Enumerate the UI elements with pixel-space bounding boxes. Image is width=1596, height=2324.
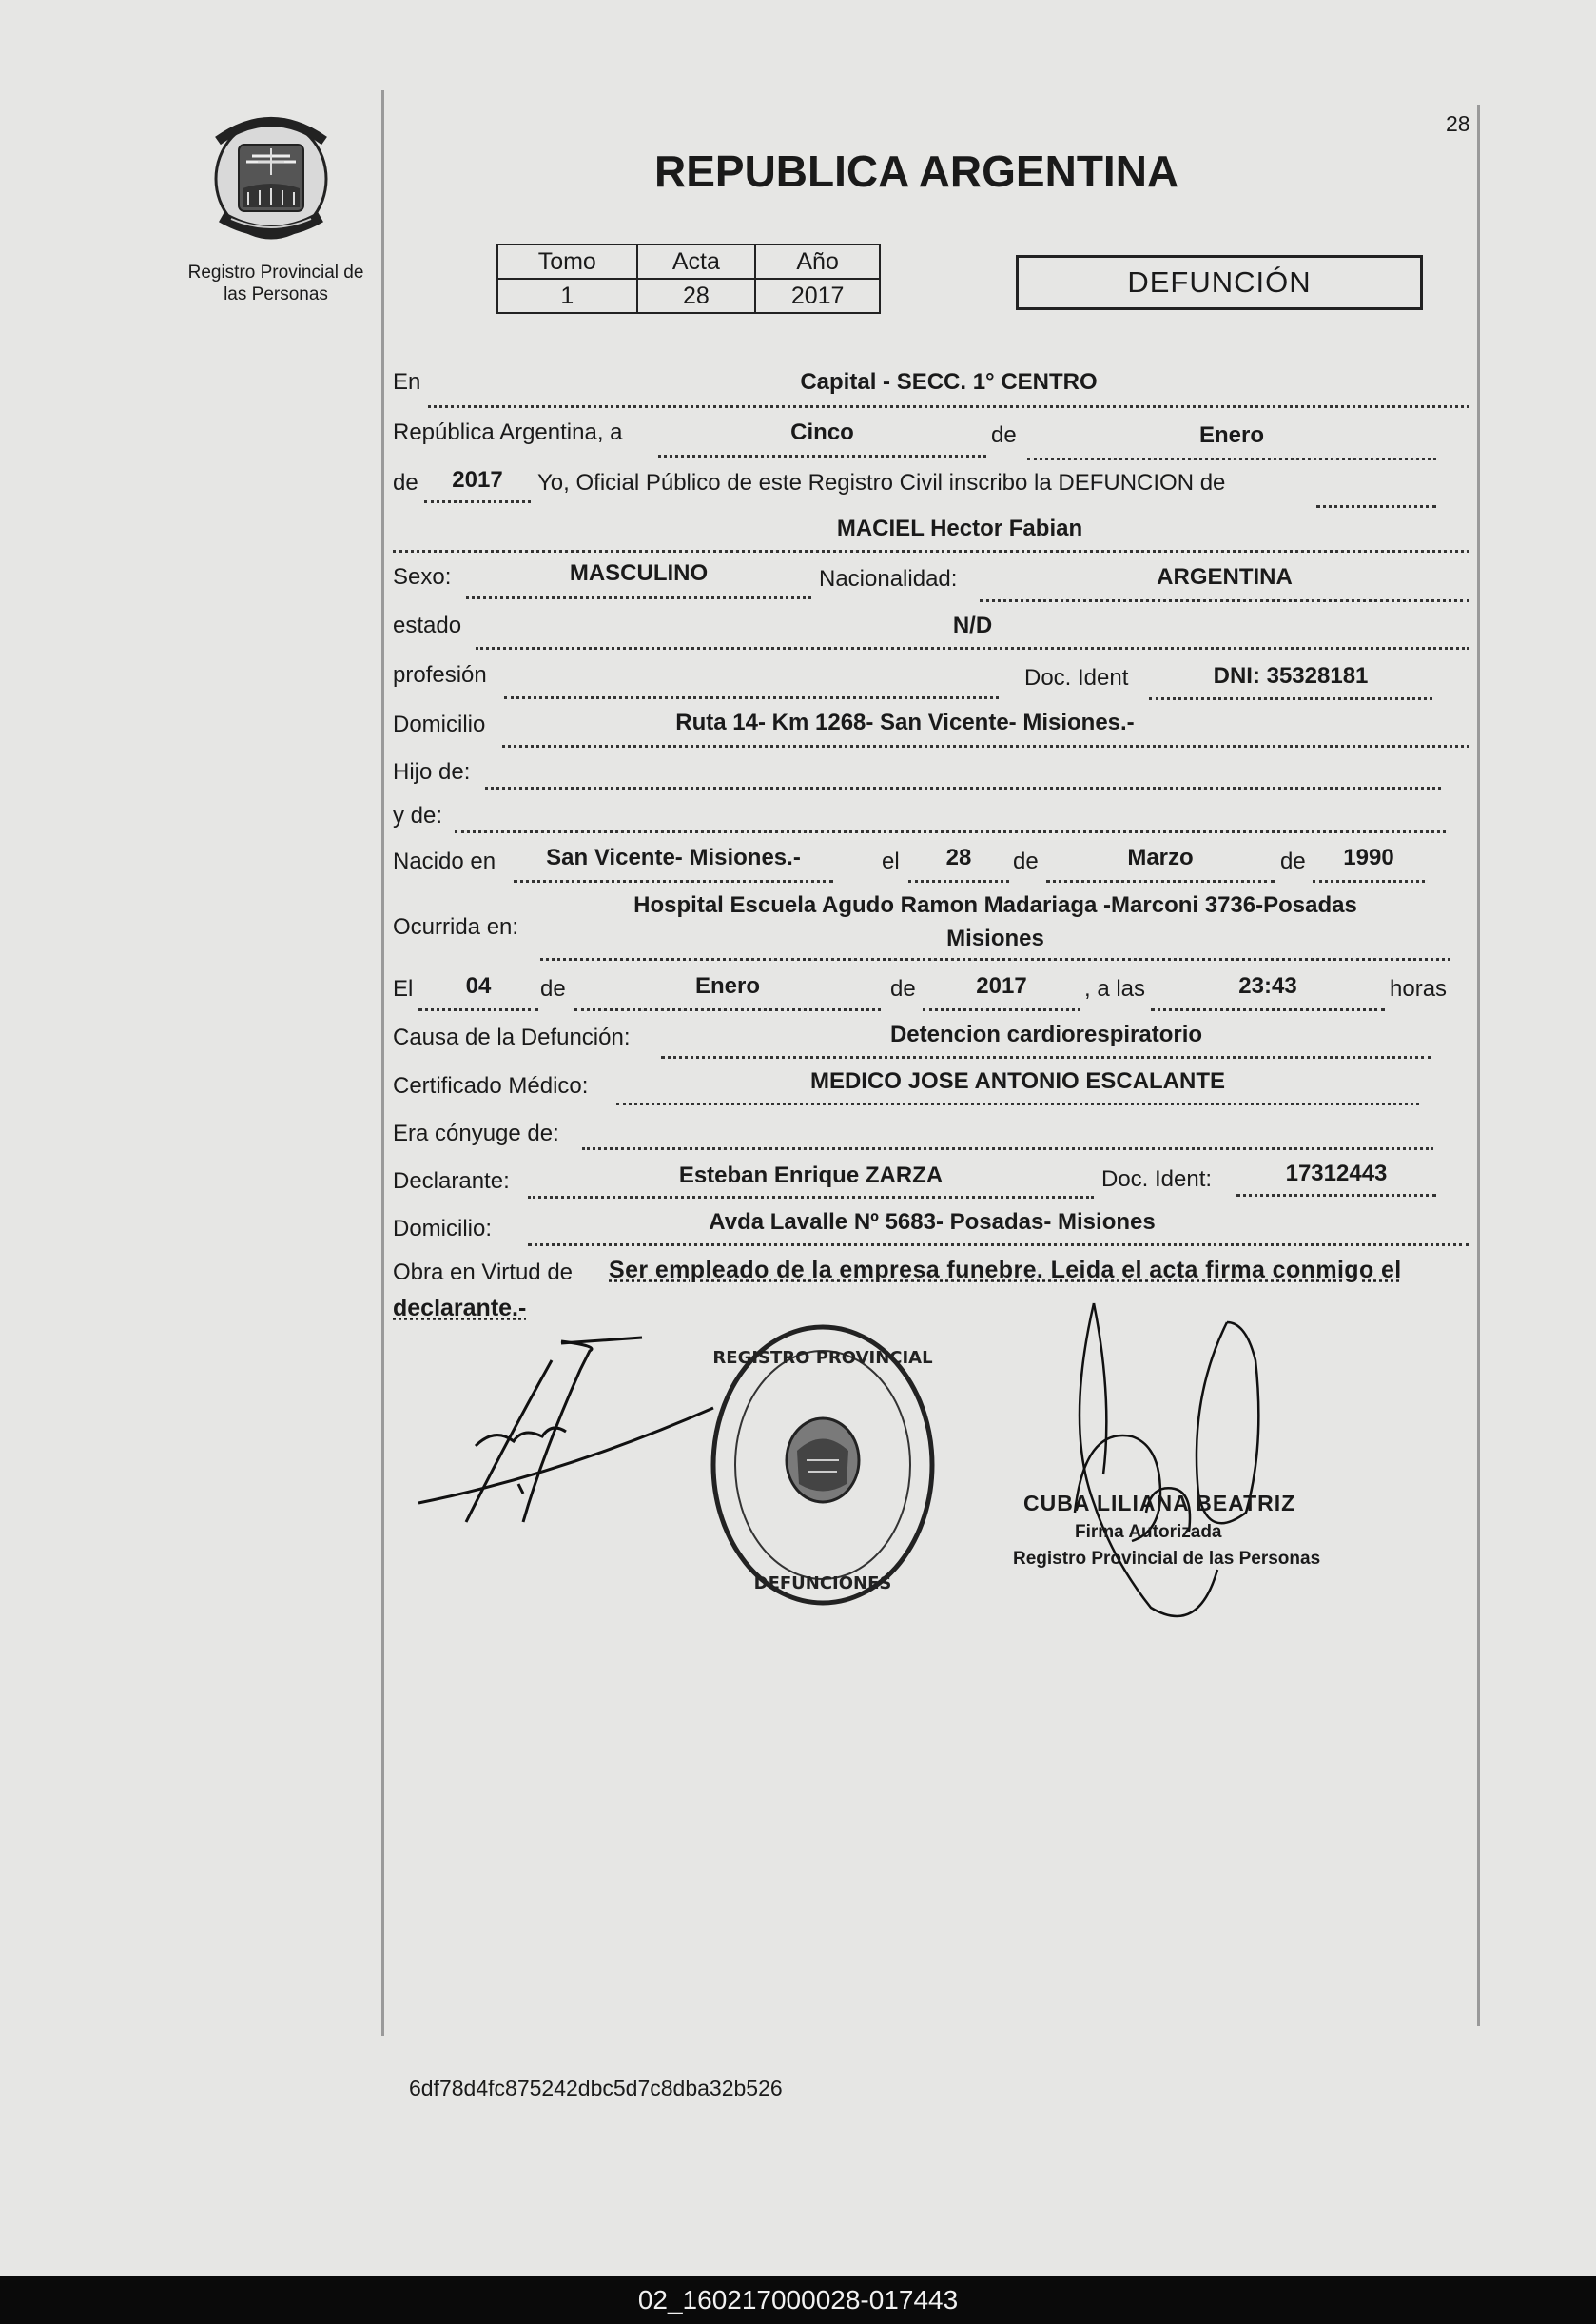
dots-ocurrida [540, 958, 1450, 961]
label-estado: estado [393, 613, 462, 638]
table-value-acta: 28 [637, 279, 756, 313]
right-margin-line [1477, 105, 1480, 2026]
value-dia: Cinco [790, 420, 854, 445]
record-index-table [496, 244, 881, 314]
file-id-bar: 02_160217000028-017443 [0, 2276, 1596, 2324]
dots-dia [658, 455, 986, 458]
table-header-anio: Año [755, 244, 880, 279]
value-nacido-en: San Vicente- Misiones.- [546, 845, 801, 870]
label-de-6: de [890, 976, 916, 1002]
value-obra-line1: Ser empleado de la empresa funebre. Leida el acta firma conmigo el [609, 1257, 1402, 1283]
dots-lugar [428, 405, 1469, 408]
label-El: El [393, 976, 414, 1002]
label-doc-ident: Doc. Ident [1024, 665, 1129, 691]
label-de-3: de [1013, 849, 1039, 874]
value-nacionalidad: ARGENTINA [1157, 564, 1293, 590]
registry-name-line2: las Personas [224, 284, 328, 304]
value-lugar: Capital - SECC. 1° CENTRO [800, 369, 1098, 395]
label-causa: Causa de la Defunción: [393, 1025, 631, 1050]
value-def-anio: 2017 [976, 973, 1027, 999]
value-nombre: MACIEL Hector Fabian [836, 516, 1083, 541]
value-ocurrida-line2: Misiones [946, 926, 1044, 951]
label-a-las: , a las [1084, 976, 1146, 1002]
dots-mes [1027, 458, 1436, 460]
label-certificado: Certificado Médico: [393, 1073, 589, 1099]
label-domicilio-2: Domicilio: [393, 1216, 493, 1241]
value-causa: Detencion cardiorespiratorio [889, 1022, 1203, 1047]
left-margin-line [381, 90, 384, 2036]
dots-hijo-de [485, 787, 1441, 790]
dots-y-de [455, 830, 1446, 833]
label-domicilio: Domicilio [393, 712, 486, 737]
svg-text:DEFUNCIONES: DEFUNCIONES [753, 1573, 892, 1593]
label-obra: Obra en Virtud de [393, 1260, 574, 1285]
dots-certificado [616, 1103, 1419, 1105]
registry-name-line1: Registro Provincial de [187, 263, 364, 283]
label-conyuge: Era cónyuge de: [393, 1121, 559, 1146]
dots-estado [476, 647, 1469, 650]
label-de-4: de [1280, 849, 1306, 874]
label-de-1: de [991, 422, 1017, 448]
official-seal-icon [704, 1318, 942, 1612]
document-hash: 6df78d4fc875242dbc5d7c8dba32b526 [409, 2076, 783, 2100]
label-yo-oficial: Yo, Oficial Público de este Registro Civil inscribo la DEFUNCION de [537, 470, 1226, 496]
value-nac-mes: Marzo [1127, 845, 1194, 870]
dots-domicilio [502, 745, 1469, 748]
value-declarante-dom: Avda Lavalle Nº 5683- Posadas- Misiones [709, 1209, 1156, 1235]
label-nacionalidad: Nacionalidad: [819, 566, 958, 592]
label-republica: República Argentina, a [393, 420, 623, 445]
provincial-emblem-icon [204, 103, 338, 244]
label-de-2: de [393, 470, 418, 496]
label-de-5: de [540, 976, 566, 1002]
value-def-hora: 23:43 [1238, 973, 1297, 999]
label-profesion: profesión [393, 662, 487, 688]
dots-def-dia [418, 1008, 538, 1011]
page-title: REPUBLICA ARGENTINA [654, 146, 1179, 196]
dots-declarante-doc [1236, 1194, 1436, 1197]
dots-nac-anio [1313, 880, 1425, 883]
officer-office: Registro Provincial de las Personas [1013, 1549, 1321, 1569]
value-declarante-doc: 17312443 [1285, 1161, 1388, 1186]
label-nacido-en: Nacido en [393, 849, 496, 874]
dots-nac-dia [908, 880, 1009, 883]
dots-anio [424, 500, 531, 503]
declarant-signature-icon [409, 1332, 732, 1551]
label-hijo-de: Hijo de: [393, 759, 471, 785]
dots-nombre [393, 550, 1469, 553]
label-en: En [393, 369, 421, 395]
dots-profesion [504, 696, 999, 699]
value-estado: N/D [952, 613, 993, 638]
officer-signature-icon [1056, 1284, 1303, 1665]
dots-nacionalidad [980, 599, 1469, 602]
officer-title: Firma Autorizada [1075, 1522, 1222, 1542]
dots-sexo [466, 596, 811, 599]
dots-doc [1149, 697, 1432, 700]
label-horas: horas [1390, 976, 1448, 1002]
label-doc-ident-2: Doc. Ident: [1101, 1166, 1213, 1192]
label-sexo: Sexo: [393, 564, 452, 590]
dots-declarante-dom [528, 1243, 1469, 1246]
dots-nacido-en [514, 880, 833, 883]
dots-declarante [528, 1196, 1094, 1199]
value-doc: DNI: 35328181 [1213, 663, 1369, 689]
table-value-anio: 2017 [755, 279, 880, 313]
value-mes: Enero [1198, 422, 1264, 448]
dots-after-de [1316, 505, 1436, 508]
table-header-tomo: Tomo [497, 244, 637, 279]
value-domicilio: Ruta 14- Km 1268- San Vicente- Misiones.- [675, 710, 1135, 735]
svg-text:REGISTRO PROVINCIAL: REGISTRO PROVINCIAL [712, 1348, 933, 1368]
label-declarante: Declarante: [393, 1168, 510, 1194]
label-y-de: y de: [393, 803, 443, 829]
value-def-dia: 04 [465, 973, 492, 999]
page-number: 28 [1446, 111, 1470, 136]
table-header-acta: Acta [637, 244, 756, 279]
value-def-mes: Enero [694, 973, 760, 999]
value-obra-line2: declarante.- [393, 1295, 527, 1321]
dots-conyuge [582, 1147, 1433, 1150]
dots-causa [661, 1056, 1431, 1059]
dots-nac-mes [1046, 880, 1275, 883]
dots-def-mes [574, 1008, 881, 1011]
value-ocurrida-line1: Hospital Escuela Agudo Ramon Madariaga -Marconi 3736-Posadas [633, 892, 1357, 918]
value-certificado: MEDICO JOSE ANTONIO ESCALANTE [809, 1068, 1226, 1094]
table-value-tomo: 1 [497, 279, 637, 313]
label-el: el [882, 849, 900, 874]
value-sexo: MASCULINO [569, 560, 709, 586]
value-nac-anio: 1990 [1343, 845, 1394, 870]
dots-def-hora [1151, 1008, 1385, 1011]
label-ocurrida-en: Ocurrida en: [393, 914, 519, 940]
value-nac-dia: 28 [945, 845, 972, 870]
dots-def-anio [923, 1008, 1080, 1011]
value-declarante: Esteban Enrique ZARZA [678, 1162, 944, 1188]
record-type-box: DEFUNCIÓN [1016, 255, 1423, 310]
value-anio: 2017 [452, 467, 503, 493]
officer-name: CUBA LILIANA BEATRIZ [1023, 1491, 1296, 1515]
